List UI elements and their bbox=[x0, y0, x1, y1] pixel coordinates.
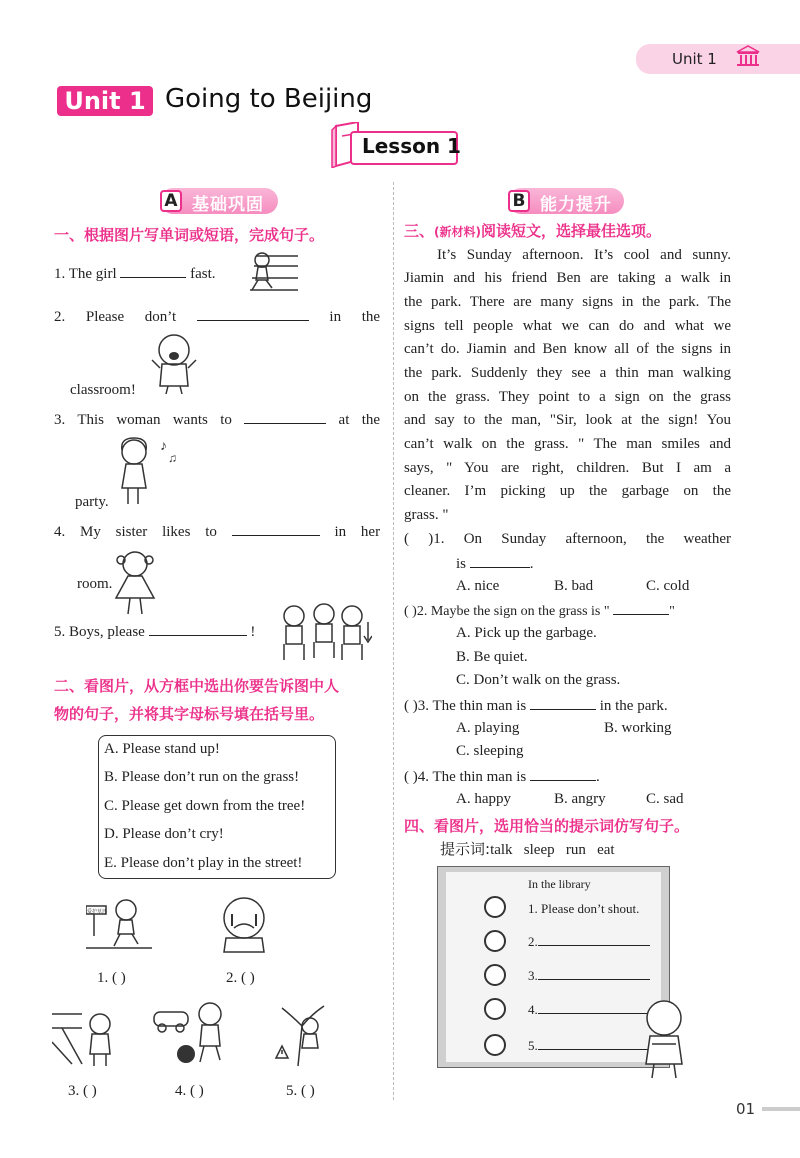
part3-heading-prefix: 三、 bbox=[404, 222, 435, 240]
library-line-5 bbox=[528, 1038, 650, 1054]
passage-line-6: the park. Suddenly they see a thin man walking bbox=[404, 365, 731, 381]
part4-heading: 四、看图片，选用恰当的提示词仿写句子。 bbox=[404, 817, 690, 835]
q2-sentence bbox=[54, 307, 380, 326]
library-line-5-blank[interactable] bbox=[538, 1040, 650, 1050]
library-line-2 bbox=[528, 934, 650, 950]
mc-q1-blank[interactable] bbox=[470, 554, 530, 568]
q1-sentence bbox=[54, 264, 216, 283]
mc-q1-stem: ( )1. On Sunday afternoon, the weather bbox=[404, 531, 731, 547]
mc-q3-option-a[interactable]: A. playing bbox=[456, 720, 520, 736]
section-a-title: 基础巩固 bbox=[192, 195, 264, 215]
q2-tail: the bbox=[361, 309, 381, 325]
mc-q3-stem bbox=[404, 696, 668, 715]
mc-q4-end: . bbox=[595, 769, 600, 785]
answer-5[interactable]: 5. ( ) bbox=[286, 1083, 315, 1099]
passage-line-3: the park. There are many signs in the park. The bbox=[404, 294, 731, 310]
hint-label: 提示词: bbox=[440, 840, 491, 858]
boy-playing-in-street-illustration bbox=[150, 1000, 236, 1068]
library-line-3-number: 3. bbox=[528, 968, 538, 983]
passage-line-2: Jiamin and his friend Ben are taking a walk in bbox=[404, 270, 731, 286]
q5-sentence bbox=[54, 622, 255, 641]
part1-heading: 一、根据图片写单词或短语，完成句子。 bbox=[54, 226, 325, 244]
choice-d: D. Please don’t cry! bbox=[104, 826, 224, 842]
child-in-tree-illustration bbox=[262, 996, 334, 1068]
q4-word3: to bbox=[205, 524, 217, 540]
singing-woman-illustration bbox=[110, 434, 182, 506]
no-talking-sign-icon bbox=[484, 930, 506, 952]
hint-words bbox=[440, 838, 615, 859]
q2-word: don’t bbox=[144, 309, 177, 325]
mc-q1-is: is bbox=[456, 556, 467, 572]
unit-title: Going to Beijing bbox=[165, 84, 373, 114]
part2-heading-line2: 物的句子，并将其字母标号填在括号里。 bbox=[54, 705, 325, 723]
part3-heading-tag: (新材料) bbox=[434, 225, 481, 239]
mc-q2-end: " bbox=[669, 604, 675, 619]
choice-a: A. Please stand up! bbox=[104, 741, 220, 757]
lesson-title: Lesson 1 bbox=[362, 134, 461, 158]
section-a-letter: A bbox=[160, 190, 182, 212]
mc-q4-stem bbox=[404, 767, 600, 786]
part2-heading-line1: 二、看图片，从方框中选出你要告诉图中人 bbox=[54, 677, 340, 695]
no-running-sign-icon bbox=[484, 998, 506, 1020]
part3-heading bbox=[404, 220, 661, 241]
passage-line-11: cleaner. I’m picking up the garbage on the bbox=[404, 483, 731, 499]
hint-word-list: talk sleep run eat bbox=[490, 842, 615, 858]
unit-badge: Unit 1 bbox=[57, 86, 153, 116]
passage-line-4: signs tell people what we can do and what we bbox=[404, 318, 731, 334]
q4-prefix: 4. My bbox=[54, 524, 101, 540]
q2-continuation: classroom! bbox=[70, 382, 136, 398]
page-number-bar bbox=[762, 1107, 800, 1111]
q5-blank[interactable] bbox=[149, 622, 247, 636]
mc-q1-cont bbox=[456, 554, 534, 573]
svg-text:♪: ♪ bbox=[160, 439, 167, 454]
mc-q3-blank[interactable] bbox=[530, 696, 596, 710]
mc-q3-option-b[interactable]: B. working bbox=[604, 720, 672, 736]
q4-word2: likes bbox=[162, 524, 191, 540]
passage-line-5: can’t do. Jiamin and Ben know all of the signs in bbox=[404, 341, 731, 357]
library-line-4 bbox=[528, 1002, 650, 1018]
crying-child-illustration bbox=[214, 892, 276, 954]
q3-prefix: 3. This bbox=[54, 412, 104, 428]
q1-blank[interactable] bbox=[120, 264, 186, 278]
library-card-title: In the library bbox=[528, 877, 591, 891]
q3-word3: to bbox=[220, 412, 232, 428]
dancing-girl-illustration bbox=[110, 548, 160, 618]
q4-sentence bbox=[54, 522, 380, 541]
q3-blank[interactable] bbox=[244, 410, 326, 424]
mc-q2-stem-text: ( )2. Maybe the sign on the grass is " bbox=[404, 604, 610, 619]
no-sleeping-sign-icon bbox=[484, 1034, 506, 1056]
mc-q2-blank[interactable] bbox=[613, 601, 669, 615]
library-line-4-blank[interactable] bbox=[538, 1004, 650, 1014]
mc-q1-option-b[interactable]: B. bad bbox=[554, 578, 594, 594]
mc-q2-option-a[interactable]: A. Pick up the garbage. bbox=[456, 625, 597, 641]
mc-q3-option-c[interactable]: C. sleeping bbox=[456, 743, 524, 759]
mc-q4-option-b[interactable]: B. angry bbox=[554, 791, 606, 807]
section-b-title: 能力提升 bbox=[540, 195, 612, 215]
page-number: 01 bbox=[736, 1100, 756, 1118]
mc-q1-option-a[interactable]: A. nice bbox=[456, 578, 500, 594]
passage-line-10: says, " You are right, children. But I am a bbox=[404, 460, 731, 476]
passage-line-9: can’t walk on the grass. " The man smiles and bbox=[404, 436, 731, 452]
q4-continuation: room. bbox=[77, 576, 113, 592]
mc-q4-option-c[interactable]: C. sad bbox=[646, 791, 684, 807]
passage-line-7: on the grass. They point to a sign on the grass bbox=[404, 389, 731, 405]
q2-blank[interactable] bbox=[197, 307, 309, 321]
mc-q4-stem-text: ( )4. The thin man is bbox=[404, 769, 527, 785]
column-divider bbox=[393, 182, 394, 1100]
answer-4[interactable]: 4. ( ) bbox=[175, 1083, 204, 1099]
q5-suffix: ! bbox=[250, 624, 256, 640]
q4-suffix: in bbox=[334, 524, 347, 540]
library-line-5-number: 5. bbox=[528, 1038, 538, 1053]
mc-q2-option-c[interactable]: C. Don’t walk on the grass. bbox=[456, 672, 621, 688]
mc-q1-end: . bbox=[529, 556, 534, 572]
boy-shushing-illustration bbox=[636, 998, 694, 1080]
boys-sitting-illustration bbox=[276, 600, 372, 662]
mc-q1-option-c[interactable]: C. cold bbox=[646, 578, 690, 594]
grass-sign-text: 爱护草坪 bbox=[87, 910, 108, 915]
library-line-4-number: 4. bbox=[528, 1002, 538, 1017]
q3-word: woman bbox=[116, 412, 161, 428]
passage-line-12: grass. " bbox=[404, 507, 449, 523]
q5-prefix: 5. Boys, please bbox=[54, 624, 145, 640]
section-b-letter: B bbox=[508, 190, 530, 212]
q3-suffix: at bbox=[338, 412, 350, 428]
q4-tail: her bbox=[360, 524, 381, 540]
unit-tab-label: Unit 1 bbox=[672, 50, 717, 68]
library-line-1: 1. Please don’t shout. bbox=[528, 901, 640, 916]
svg-text:♫: ♫ bbox=[168, 451, 177, 465]
choice-e: E. Please don’t play in the street! bbox=[104, 855, 303, 871]
mc-q3-stem-text: ( )3. The thin man is bbox=[404, 698, 527, 714]
q3-word2: wants bbox=[172, 412, 208, 428]
shouting-boy-illustration bbox=[150, 330, 200, 396]
q1-prefix: 1. The girl bbox=[54, 266, 117, 282]
mc-q3-end: in the park. bbox=[599, 698, 668, 714]
mc-q4-option-a[interactable]: A. happy bbox=[456, 791, 511, 807]
answer-3[interactable]: 3. ( ) bbox=[68, 1083, 97, 1099]
q3-continuation: party. bbox=[75, 494, 109, 510]
passage-line-1: It’s Sunday afternoon. It’s cool and sunny. bbox=[437, 247, 731, 263]
q2-prefix: 2. Please bbox=[54, 309, 125, 325]
mc-q2-option-b[interactable]: B. Be quiet. bbox=[456, 649, 528, 665]
q4-word: sister bbox=[115, 524, 148, 540]
q3-sentence bbox=[54, 410, 380, 429]
library-line-3-blank[interactable] bbox=[538, 970, 650, 980]
passage-line-8: and say to the man, "Sir, look at the sign! You bbox=[404, 412, 731, 428]
q4-blank[interactable] bbox=[232, 522, 320, 536]
library-line-2-number: 2. bbox=[528, 934, 538, 949]
running-girl-illustration bbox=[236, 246, 300, 294]
choice-b: B. Please don’t run on the grass! bbox=[104, 769, 300, 785]
no-shout-sign-icon bbox=[484, 896, 506, 918]
answer-2[interactable]: 2. ( ) bbox=[226, 970, 255, 986]
library-line-3 bbox=[528, 968, 650, 984]
boy-running-on-grass-illustration bbox=[86, 896, 152, 952]
answer-1[interactable]: 1. ( ) bbox=[97, 970, 126, 986]
no-eating-sign-icon bbox=[484, 964, 506, 986]
q2-suffix: in bbox=[329, 309, 342, 325]
q3-tail: the bbox=[361, 412, 381, 428]
choice-c: C. Please get down from the tree! bbox=[104, 798, 306, 814]
q1-suffix: fast. bbox=[190, 266, 216, 282]
library-line-2-blank[interactable] bbox=[538, 936, 650, 946]
mc-q4-blank[interactable] bbox=[530, 767, 596, 781]
temple-icon bbox=[735, 44, 761, 68]
mc-q2-stem bbox=[404, 601, 675, 620]
unit-header-tab bbox=[636, 44, 800, 74]
part3-heading-rest: 阅读短文，选择最佳选项。 bbox=[481, 222, 662, 240]
boy-on-stairs-illustration bbox=[52, 1004, 124, 1070]
